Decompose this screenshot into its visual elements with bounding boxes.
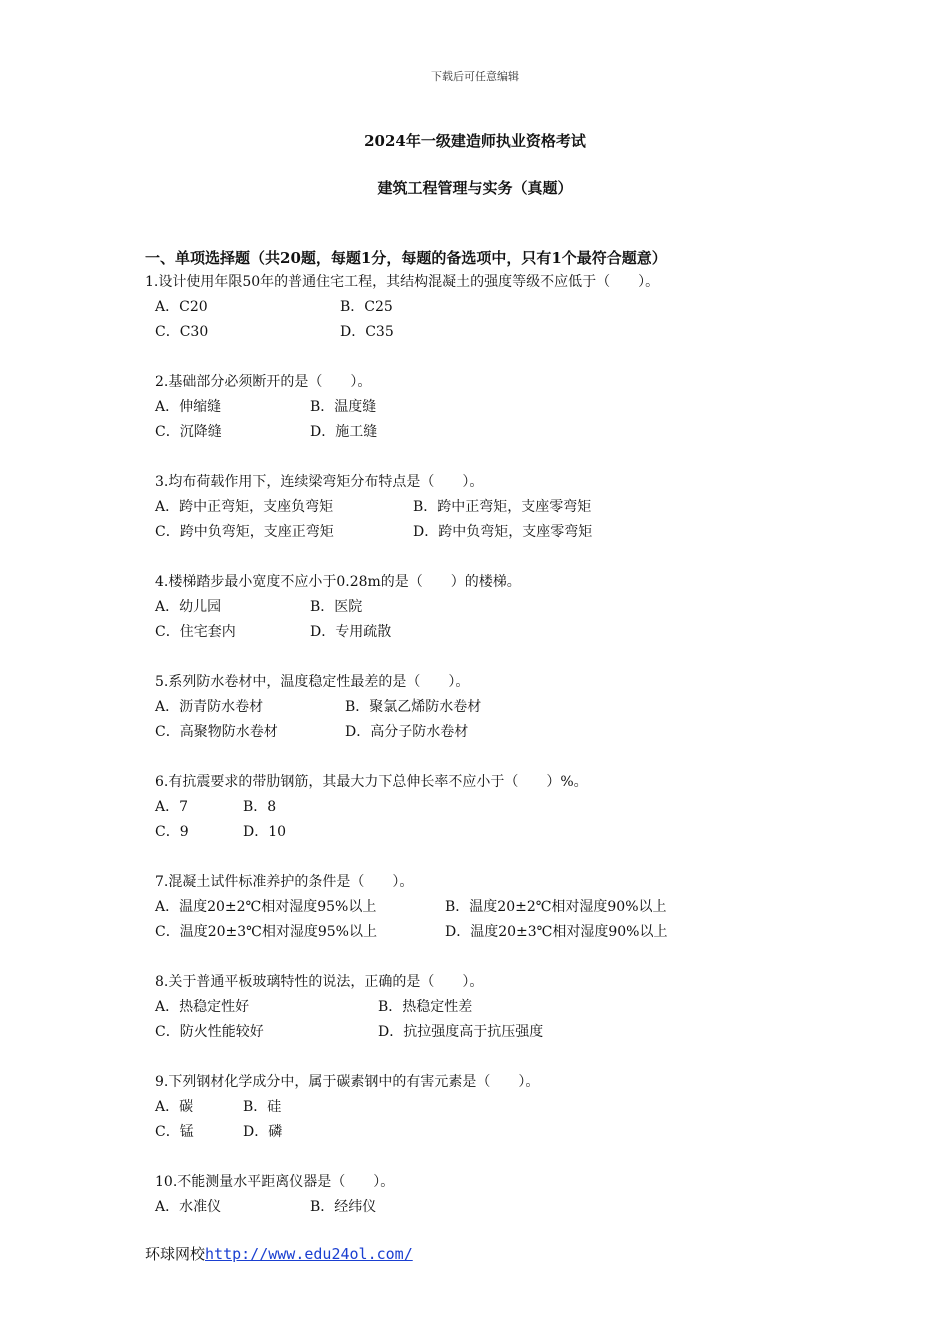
answer-option: B．8 [243,799,277,815]
option-row [145,895,845,920]
question-stem: 9.下列钢材化学成分中，属于碳素钢中的有害元素是（ ）。 [155,1074,540,1090]
option-row [145,720,845,745]
answer-option: D．抗拉强度高于抗压强度 [378,1024,544,1040]
option-row [145,595,845,620]
answer-option: D．C35 [340,324,394,340]
question-stem: 4.楼梯踏步最小宽度不应小于0.28m的是（ ）的楼梯。 [155,574,521,590]
option-row [145,1095,845,1120]
answer-option: C．锰 [155,1124,194,1140]
question-stem: 3.均布荷载作用下，连续梁弯矩分布特点是（ ）。 [155,474,484,490]
question-item [145,770,845,845]
option-row [145,495,845,520]
option-row [145,395,845,420]
answer-option: C．9 [155,824,189,840]
question-list [145,270,845,1245]
question-item [145,570,845,645]
answer-option: C．沉降缝 [155,424,222,440]
option-row [145,920,845,945]
option-row [145,295,845,320]
answer-option: B．医院 [310,599,363,615]
section-heading: 一、单项选择题（共20题，每题1分，每题的备选项中，只有1个最符合题意） [145,249,667,267]
question-item [145,370,845,445]
footer-link[interactable]: http://www.edu24ol.com/ [205,1245,413,1263]
answer-option: B．跨中正弯矩，支座零弯矩 [413,499,592,515]
answer-option: C．高聚物防水卷材 [155,724,278,740]
option-row [145,795,845,820]
answer-option: C．C30 [155,324,209,340]
answer-option: A．碳 [155,1099,194,1115]
answer-option: B．温度缝 [310,399,377,415]
header-note: 下载后可任意编辑 [431,70,519,83]
option-row [145,420,845,445]
option-row [145,820,845,845]
question-item [145,970,845,1045]
answer-option: C．跨中负弯矩，支座正弯矩 [155,524,334,540]
option-row [145,695,845,720]
answer-option: A．沥青防水卷材 [155,699,264,715]
answer-option: D．磷 [243,1124,283,1140]
question-stem: 2.基础部分必须断开的是（ ）。 [155,374,372,390]
question-stem: 1.设计使用年限50年的普通住宅工程，其结构混凝土的强度等级不应低于（ ）。 [145,274,660,290]
option-row [145,995,845,1020]
answer-option: B．经纬仪 [310,1199,377,1215]
answer-option: D．高分子防水卷材 [345,724,469,740]
answer-option: A．水准仪 [155,1199,222,1215]
answer-option: C．住宅套内 [155,624,236,640]
option-row [145,320,845,345]
question-item [145,470,845,545]
answer-option: A．幼儿园 [155,599,222,615]
answer-option: D．跨中负弯矩，支座零弯矩 [413,524,593,540]
answer-option: A．热稳定性好 [155,999,250,1015]
answer-option: D．10 [243,824,287,840]
answer-option: D．专用疏散 [310,624,392,640]
option-row [145,1120,845,1145]
footer [145,1243,413,1264]
question-item [145,1170,845,1220]
question-item [145,1070,845,1145]
question-stem: 5.系列防水卷材中，温度稳定性最差的是（ ）。 [155,674,470,690]
answer-option: A．C20 [155,299,208,315]
exam-subtitle: 建筑工程管理与实务（真题） [377,179,573,197]
answer-option: B．硅 [243,1099,282,1115]
question-stem: 6.有抗震要求的带肋钢筋，其最大力下总伸长率不应小于（ ）%。 [155,774,588,790]
question-item [145,870,845,945]
question-item [145,670,845,745]
question-stem: 10.不能测量水平距离仪器是（ ）。 [155,1174,395,1190]
question-stem: 8.关于普通平板玻璃特性的说法，正确的是（ ）。 [155,974,484,990]
answer-option: B．聚氯乙烯防水卷材 [345,699,482,715]
answer-option: D．施工缝 [310,424,378,440]
answer-option: B．C25 [340,299,393,315]
answer-option: C．温度20±3℃相对湿度95%以上 [155,924,377,940]
answer-option: A．伸缩缝 [155,399,222,415]
option-row [145,1195,845,1220]
answer-option: A．7 [155,799,189,815]
answer-option: A．温度20±2℃相对湿度95%以上 [155,899,377,915]
question-item [145,270,845,345]
option-row [145,620,845,645]
answer-option: A．跨中正弯矩，支座负弯矩 [155,499,334,515]
answer-option: B．温度20±2℃相对湿度90%以上 [445,899,667,915]
question-stem: 7.混凝土试件标准养护的条件是（ ）。 [155,874,414,890]
option-row [145,520,845,545]
answer-option: D．温度20±3℃相对湿度90%以上 [445,924,668,940]
answer-option: C．防火性能较好 [155,1024,264,1040]
option-row [145,1020,845,1045]
answer-option: B．热稳定性差 [378,999,473,1015]
exam-title: 2024年一级建造师执业资格考试 [364,132,586,150]
footer-label: 环球网校 [145,1245,206,1263]
